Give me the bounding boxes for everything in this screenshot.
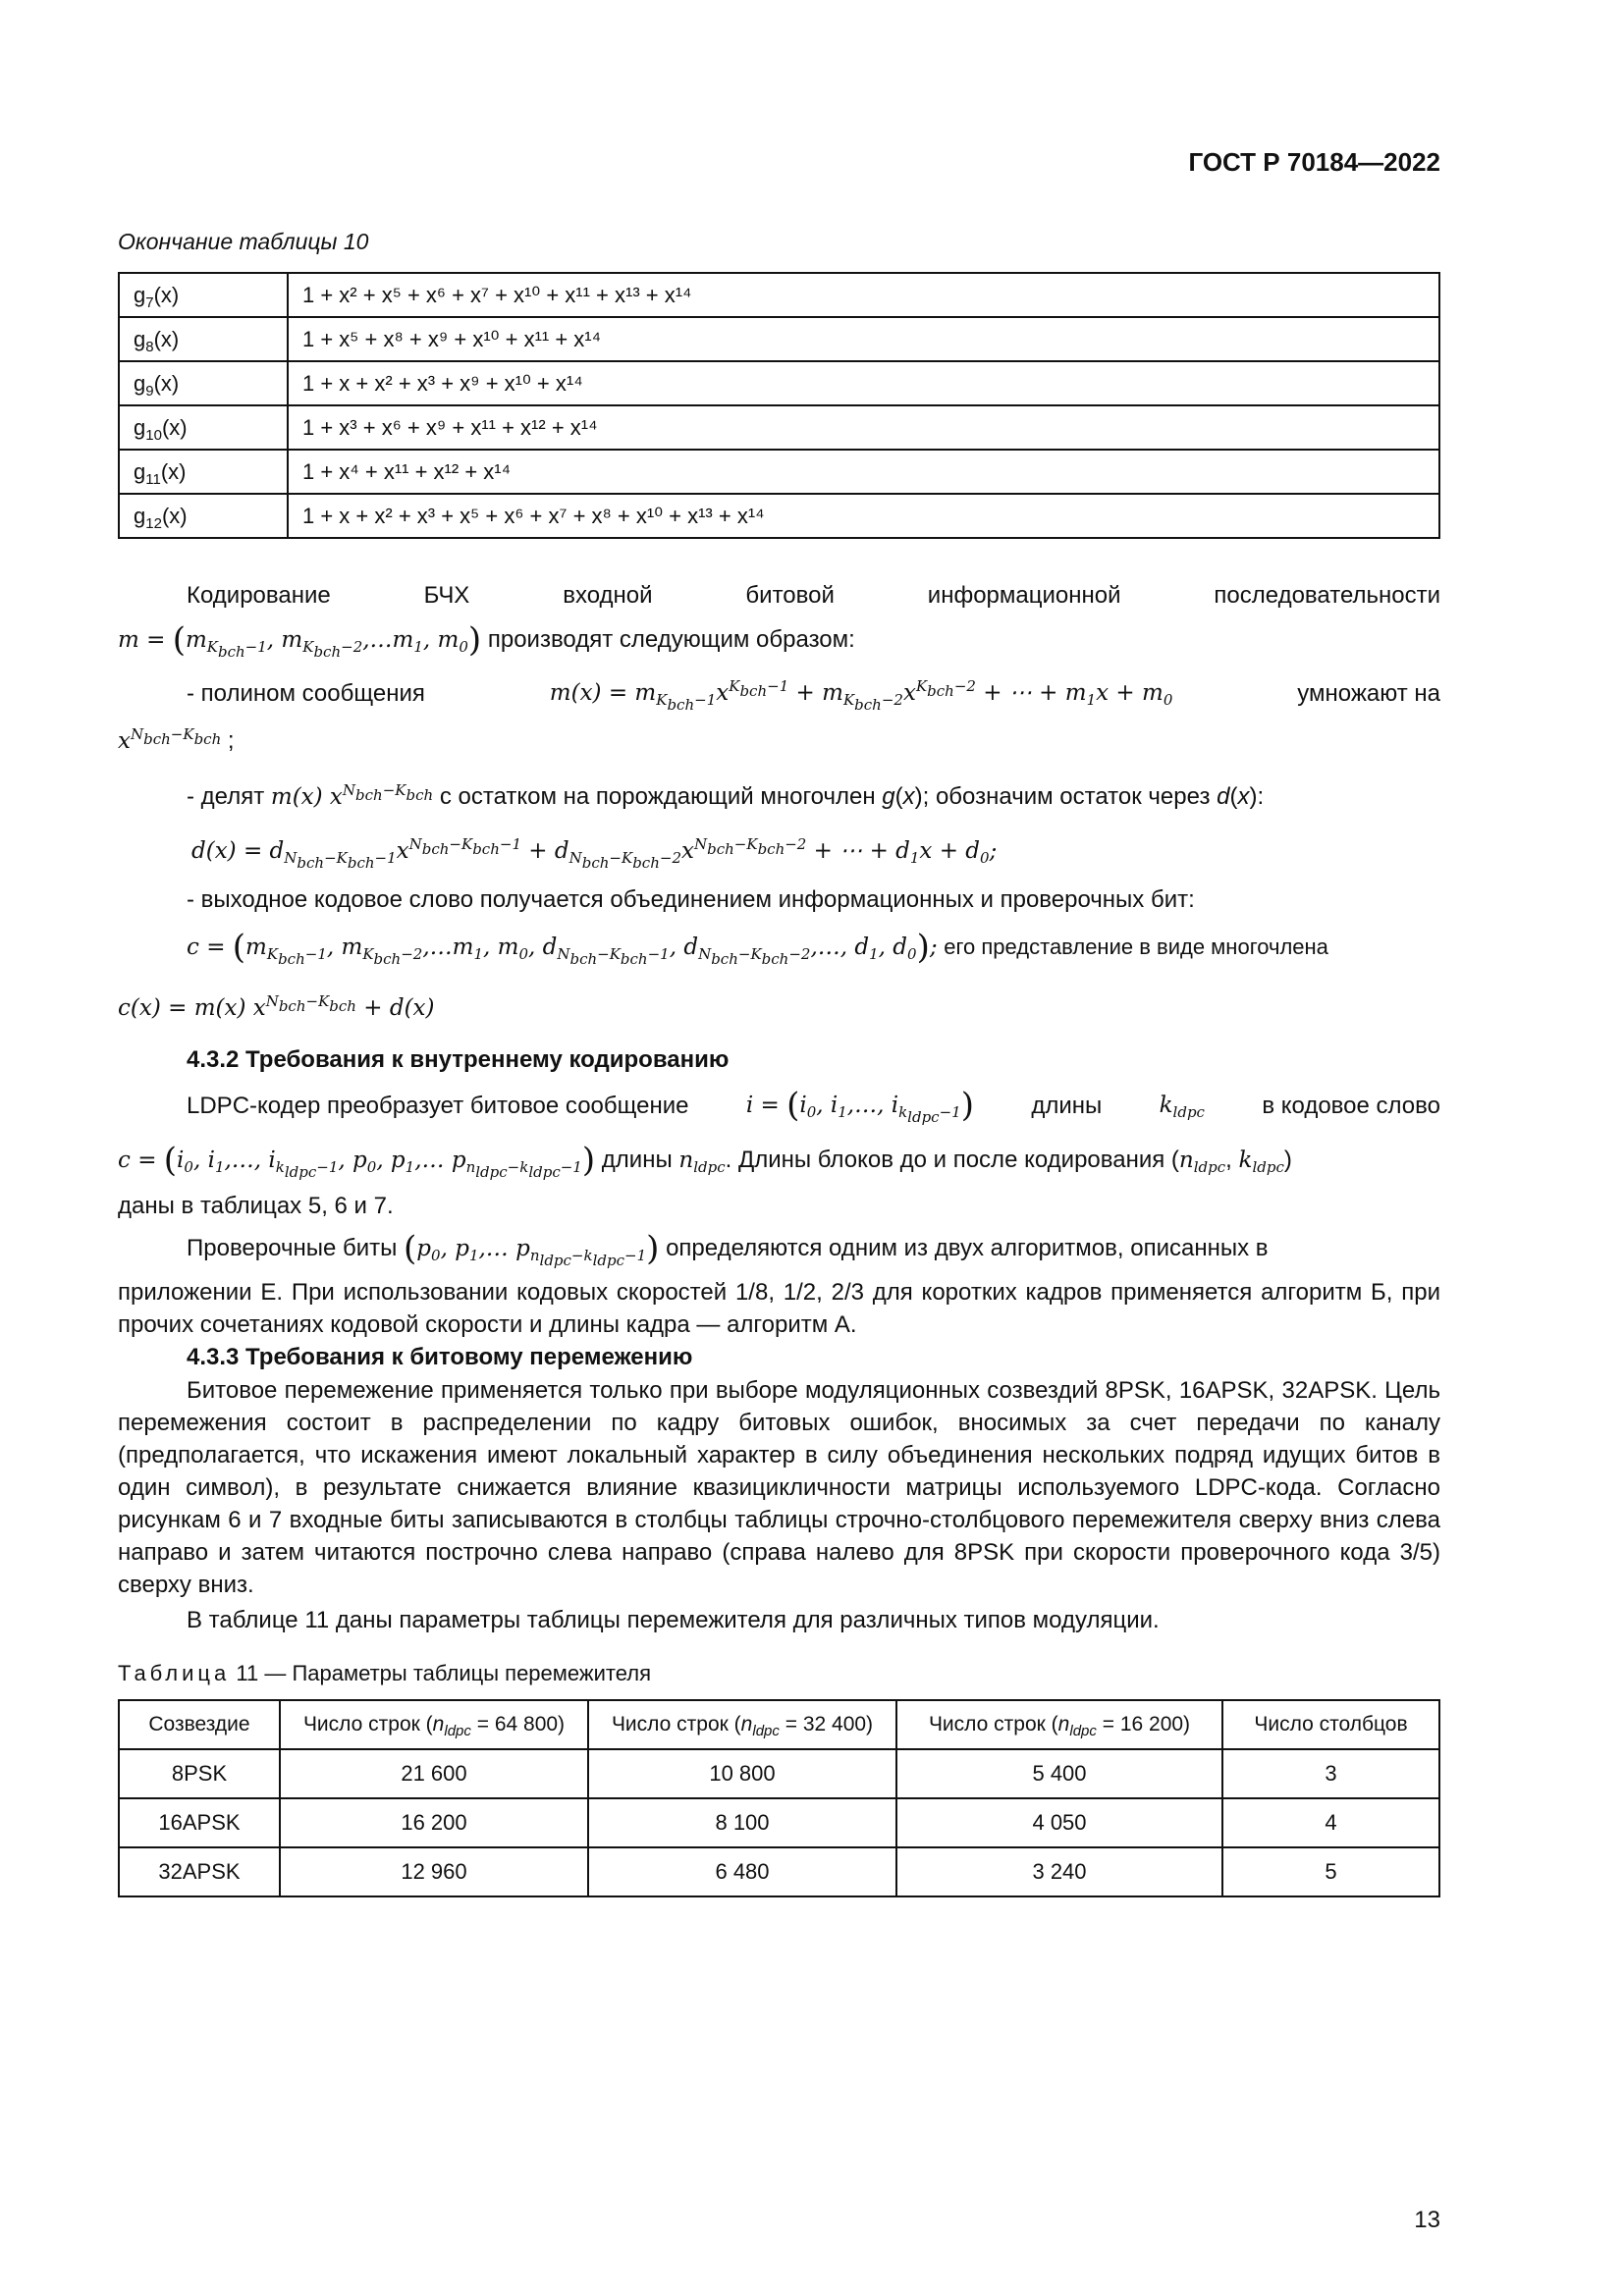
table11-cell-rows-16200: 3 240 xyxy=(896,1847,1222,1896)
table10-poly-name: $g_7(x)$ xyxy=(119,273,288,317)
table11-cell-rows-16200: 5 400 xyxy=(896,1749,1222,1798)
formula-k-ldpc: $k_{ldpc}$ xyxy=(1159,1093,1205,1121)
bch-step1-tail: $x^{N_{bch}-K_{bch}}$ ; xyxy=(118,725,235,754)
bch-step1-suffix: умножают на xyxy=(1297,680,1440,707)
bch-step1 xyxy=(118,677,1440,714)
table10-row xyxy=(119,361,1439,405)
table10-poly-expression: 1 + x⁵ + x⁸ + x⁹ + x¹⁰ + x¹¹ + x¹⁴ xyxy=(288,317,1439,361)
bch-codeword-poly xyxy=(118,991,1440,1025)
sec432-p1-line1 xyxy=(118,1086,1440,1126)
formula-c-ldpc: $c = (i_0$, $i_1,\dots$, $i_{k_{ldpc}-1}$, $p_0$, $p_1,\dots$ $p_{n_{ldpc}-k_{ldpc}-1}$) xyxy=(118,1141,596,1181)
table11-cell-columns: 4 xyxy=(1222,1798,1439,1847)
formula-n-ldpc: $n_{ldpc}$ xyxy=(678,1148,726,1176)
table11-row xyxy=(119,1749,1439,1798)
bch-step2: - делят m(x) $x^{N_{bch}-K_{bch}}$ с остатком на порождающий многочлен g(x); обозначим остаток через d(x): xyxy=(187,781,1265,810)
table10-poly-expression: 1 + x + x² + x³ + x⁹ + x¹⁰ + x¹⁴ xyxy=(288,361,1439,405)
formula-mx-times-x: m(x) $x^{N_{bch}-K_{bch}}$ xyxy=(270,781,434,810)
sec432-p1-line2: $c = (i_0$, $i_1,\dots$, $i_{k_{ldpc}-1}$, $p_0$, $p_1,\dots$ $p_{n_{ldpc}-k_{ldpc}-1}$) длины $n_{ldpc}$. Длины блоков до и после кодирования ($n_{ldpc}$, $k_{ldpc}$) xyxy=(118,1141,1292,1181)
table10-poly-expression: 1 + x + x² + x³ + x⁵ + x⁶ + x⁷ + x⁸ + x¹⁰ + x¹³ + x¹⁴ xyxy=(288,494,1439,538)
sec432-p1-c: в кодовое слово xyxy=(1262,1093,1440,1119)
table10-row xyxy=(119,450,1439,494)
sec432-p2-line1 xyxy=(118,1229,1440,1269)
table10-poly-name: $g_{12}(x)$ xyxy=(119,494,288,538)
table11-header-columns: Число столбцов xyxy=(1222,1700,1439,1749)
table10-row xyxy=(119,317,1439,361)
table11-cell-constellation: 16APSK xyxy=(119,1798,280,1847)
bch-step3-suffix: его представление в виде многочлена xyxy=(944,934,1328,959)
bch-intro-suffix: производят следующим образом: xyxy=(487,626,855,653)
sec432-p2-b: определяются одним из двух алгоритмов, описанных в xyxy=(666,1235,1269,1261)
table10-poly-name: $g_9(x)$ xyxy=(119,361,288,405)
table10-poly-name: $g_{11}(x)$ xyxy=(119,450,288,494)
table10-poly-expression: 1 + x⁴ + x¹¹ + x¹² + x¹⁴ xyxy=(288,450,1439,494)
sec432-p2-rest: приложении Е. При использовании кодовых скоростей 1/8, 1/2, 2/3 для коротких кадров применяется алгоритм Б, при прочих сочетаниях кодовой скорости и длины кадра — алгоритм А. xyxy=(118,1279,1440,1338)
table11-header-rows-32400: Число строк ($n_{ldpc} = 32$ 400) xyxy=(588,1700,896,1749)
table10-row xyxy=(119,494,1439,538)
sec432-p2-a: Проверочные биты xyxy=(187,1235,398,1261)
formula-message-poly: $m(x) = m_{K_{bch}-1}x^{K_{bch}-1} + m_{K_{bch}-2}x^{K_{bch}-2}$ + ⋯ + $m_1x + m_0$ xyxy=(549,677,1173,714)
document-header: ГОСТ Р 70184—2022 xyxy=(1188,147,1440,177)
formula-codeword: $c = (m_{K_{bch}-1}$, $m_{K_{bch}-2},\dots m_1$, $m_0$, $d_{N_{bch}-K_{bch}-1}$, $d_{N_{bch}-K_{bch}-2},\dots$, $d_1$, $d_0$); xyxy=(187,928,938,968)
table11-cell-rows-32400: 6 480 xyxy=(588,1847,896,1896)
table10 xyxy=(118,272,1440,539)
bch-codeword xyxy=(118,928,1440,968)
table11-header-rows-64800: Число строк ($n_{ldpc} = 64$ 800) xyxy=(280,1700,588,1749)
table11-cell-rows-32400: 10 800 xyxy=(588,1749,896,1798)
table11-cell-rows-64800: 21 600 xyxy=(280,1749,588,1798)
table10-poly-name: $g_8(x)$ xyxy=(119,317,288,361)
bch-step2-prefix: - делят xyxy=(187,783,265,810)
table11-cell-constellation: 8PSK xyxy=(119,1749,280,1798)
table11-caption xyxy=(118,1661,651,1686)
sec433-p2: В таблице 11 даны параметры таблицы перемежителя для различных типов модуляции. xyxy=(187,1607,1160,1633)
table10-poly-expression: 1 + x² + x⁵ + x⁶ + x⁷ + x¹⁰ + x¹¹ + x¹³ + x¹⁴ xyxy=(288,273,1439,317)
sec432-p1-e: . Длины блоков до и после кодирования ( xyxy=(725,1147,1179,1173)
table10-poly-expression: 1 + x³ + x⁶ + x⁹ + x¹¹ + x¹² + x¹⁴ xyxy=(288,405,1439,450)
sec433-p1: Битовое перемежение применяется только при выборе модуляционных созвездий 8PSK, 16APSK, 32APSK. Цель перемежения состоит в распределении по кадру битовых ошибок, вносимых за счет передачи по каналу (предполагается, что искажения имеют локальный характер в силу объединения нескольких подряд идущих битов в один символ), в результате снижается влияние квазицикличности матрицы используемого LDPC-кода. Согласно рисункам 6 и 7 входные биты записываются в столбцы таблицы строчно-столбцового перемежителя сверху вниз слева направо и затем читаются построчно слева направо (справа налево для 8PSK при скорости проверочного кода 3/5) сверху вниз. xyxy=(118,1377,1440,1598)
sec432-p1-a: LDPC-кодер преобразует битовое сообщение xyxy=(187,1093,689,1119)
bch-step2-text-a: с остатком на порождающий многочлен xyxy=(439,783,876,810)
bch-intro-line1: Кодирование БЧХ входной битовой информационной последовательности xyxy=(187,582,1440,609)
table10-poly-name: $g_{10}(x)$ xyxy=(119,405,288,450)
bch-step2-text-b: ; обозначим остаток через xyxy=(922,783,1211,810)
page-number: 13 xyxy=(1414,2207,1440,2233)
formula-i-message: $i = (i_0$, $i_1,\dots$, $i_{k_{ldpc}-1}$) xyxy=(745,1086,974,1126)
formula-codeword-poly: c(x) = m(x) $x^{N_{bch}-K_{bch}} + d(x)$ xyxy=(118,992,435,1021)
table11-row xyxy=(119,1798,1439,1847)
table11-caption-label: Таблица xyxy=(118,1661,231,1685)
bch-remainder-formula xyxy=(118,834,1440,872)
table11-cell-rows-32400: 8 100 xyxy=(588,1798,896,1847)
table11-cell-columns: 3 xyxy=(1222,1749,1439,1798)
table10-caption: Окончание таблицы 10 xyxy=(118,229,369,254)
sec432-p1-end: даны в таблицах 5, 6 и 7. xyxy=(118,1193,394,1219)
section-432-heading: 4.3.2 Требования к внутреннему кодированию xyxy=(187,1046,730,1073)
bch-intro-line2 xyxy=(118,620,1440,661)
formula-m-sequence: $m = (m_{K_{bch}-1}$, $m_{K_{bch}-2},\dots m_1$, $m_0$) xyxy=(118,620,482,661)
table11-row xyxy=(119,1847,1439,1896)
table10-row xyxy=(119,405,1439,450)
table11-caption-rest: 11 — Параметры таблицы перемежителя xyxy=(230,1661,651,1685)
formula-x-power: $x^{N_{bch}-K_{bch}}$ xyxy=(118,725,222,754)
bch-step3: - выходное кодовое слово получается объединением информационных и проверочных бит: xyxy=(187,886,1195,913)
table11-cell-rows-64800: 12 960 xyxy=(280,1847,588,1896)
table11-cell-columns: 5 xyxy=(1222,1847,1439,1896)
table11 xyxy=(118,1699,1440,1897)
table11-cell-rows-16200: 4 050 xyxy=(896,1798,1222,1847)
formula-parity-bits: ($p_0$, $p_1,\dots$ $p_{n_{ldpc}-k_{ldpc}-1}$) xyxy=(404,1229,660,1269)
sec432-p1-b: длины xyxy=(1031,1093,1103,1119)
sec432-p1-d: длины xyxy=(601,1147,673,1173)
table11-cell-constellation: 32APSK xyxy=(119,1847,280,1896)
table11-cell-rows-64800: 16 200 xyxy=(280,1798,588,1847)
table10-row xyxy=(119,273,1439,317)
section-433-heading: 4.3.3 Требования к битовому перемежению xyxy=(187,1344,693,1370)
bch-step1-label: - полином сообщения xyxy=(187,680,425,707)
table11-header-rows-16200: Число строк ($n_{ldpc} = 16$ 200) xyxy=(896,1700,1222,1749)
formula-remainder: $d(x) = d_{N_{bch}-K_{bch}-1}x^{N_{bch}-K_{bch}-1} + d_{N_{bch}-K_{bch}-2}x^{N_{bch}-K_{bch}-2}$ + ⋯ + $d_1x + d_0$; xyxy=(191,835,998,872)
table11-header-constellation: Созвездие xyxy=(119,1700,280,1749)
